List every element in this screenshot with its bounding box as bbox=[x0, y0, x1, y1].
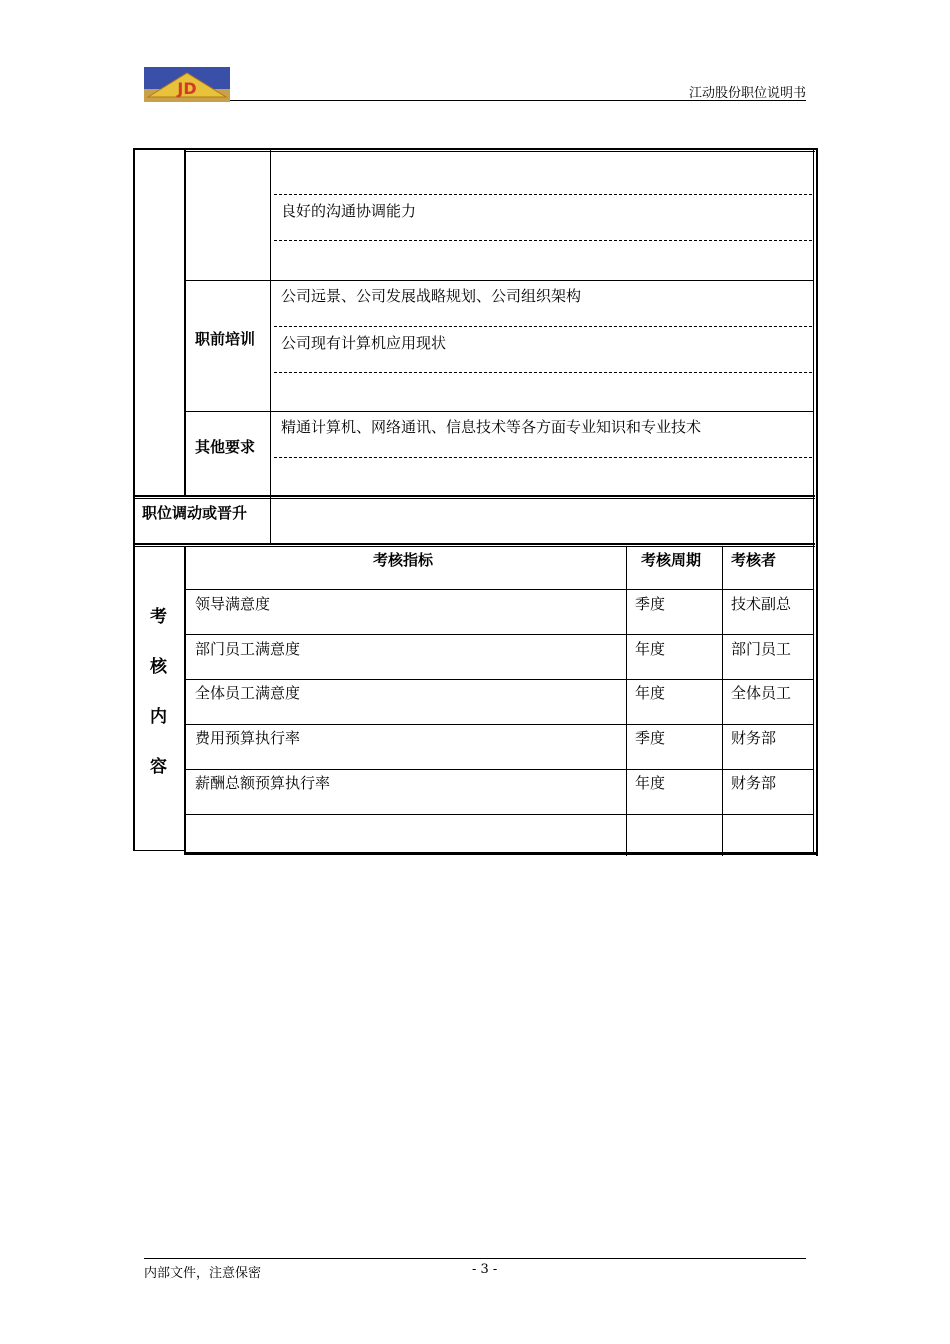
assessment-side-label: 内 bbox=[150, 707, 167, 727]
document-title: 江动股份职位说明书 bbox=[688, 86, 806, 101]
pre-training-item: 公司现有计算机应用现状 bbox=[281, 334, 447, 352]
period-cell: 年度 bbox=[635, 640, 666, 658]
other-requirements-label: 其他要求 bbox=[195, 438, 256, 456]
period-cell: 年度 bbox=[635, 774, 666, 792]
assessment-side-label: 容 bbox=[150, 757, 167, 777]
other-requirement-item: 精通计算机、网络通讯、信息技术等各方面专业知识和专业技术 bbox=[281, 418, 702, 436]
assessor-cell: 技术副总 bbox=[731, 595, 792, 613]
assessor-cell: 财务部 bbox=[731, 729, 777, 747]
assessment-side-label: 核 bbox=[150, 657, 167, 677]
skill-item: 良好的沟通协调能力 bbox=[281, 202, 417, 220]
header-period: 考核周期 bbox=[641, 551, 702, 569]
transfer-promotion-label: 职位调动或晋升 bbox=[142, 504, 248, 522]
indicator-cell: 费用预算执行率 bbox=[195, 729, 301, 747]
page-number: - 3 - bbox=[472, 1262, 498, 1277]
assessor-cell: 财务部 bbox=[731, 774, 777, 792]
pre-training-item: 公司远景、公司发展战略规划、公司组织架构 bbox=[281, 287, 582, 305]
period-cell: 年度 bbox=[635, 684, 666, 702]
header-indicator: 考核指标 bbox=[373, 551, 434, 569]
header-assessor: 考核者 bbox=[731, 551, 777, 569]
assessment-side-label: 考 bbox=[150, 607, 167, 627]
period-cell: 季度 bbox=[635, 595, 666, 613]
period-cell: 季度 bbox=[635, 729, 666, 747]
indicator-cell: 全体员工满意度 bbox=[195, 684, 301, 702]
confidential-notice: 内部文件，注意保密 bbox=[144, 1266, 262, 1281]
indicator-cell: 薪酬总额预算执行率 bbox=[195, 774, 331, 792]
footer-divider bbox=[144, 1258, 806, 1259]
indicator-cell: 部门员工满意度 bbox=[195, 640, 301, 658]
svg-text:JD: JD bbox=[177, 79, 197, 98]
assessor-cell: 全体员工 bbox=[731, 684, 792, 702]
company-logo bbox=[144, 67, 230, 102]
header-divider bbox=[230, 100, 806, 101]
indicator-cell: 领导满意度 bbox=[195, 595, 271, 613]
pre-training-label: 职前培训 bbox=[195, 330, 256, 348]
assessor-cell: 部门员工 bbox=[731, 640, 792, 658]
